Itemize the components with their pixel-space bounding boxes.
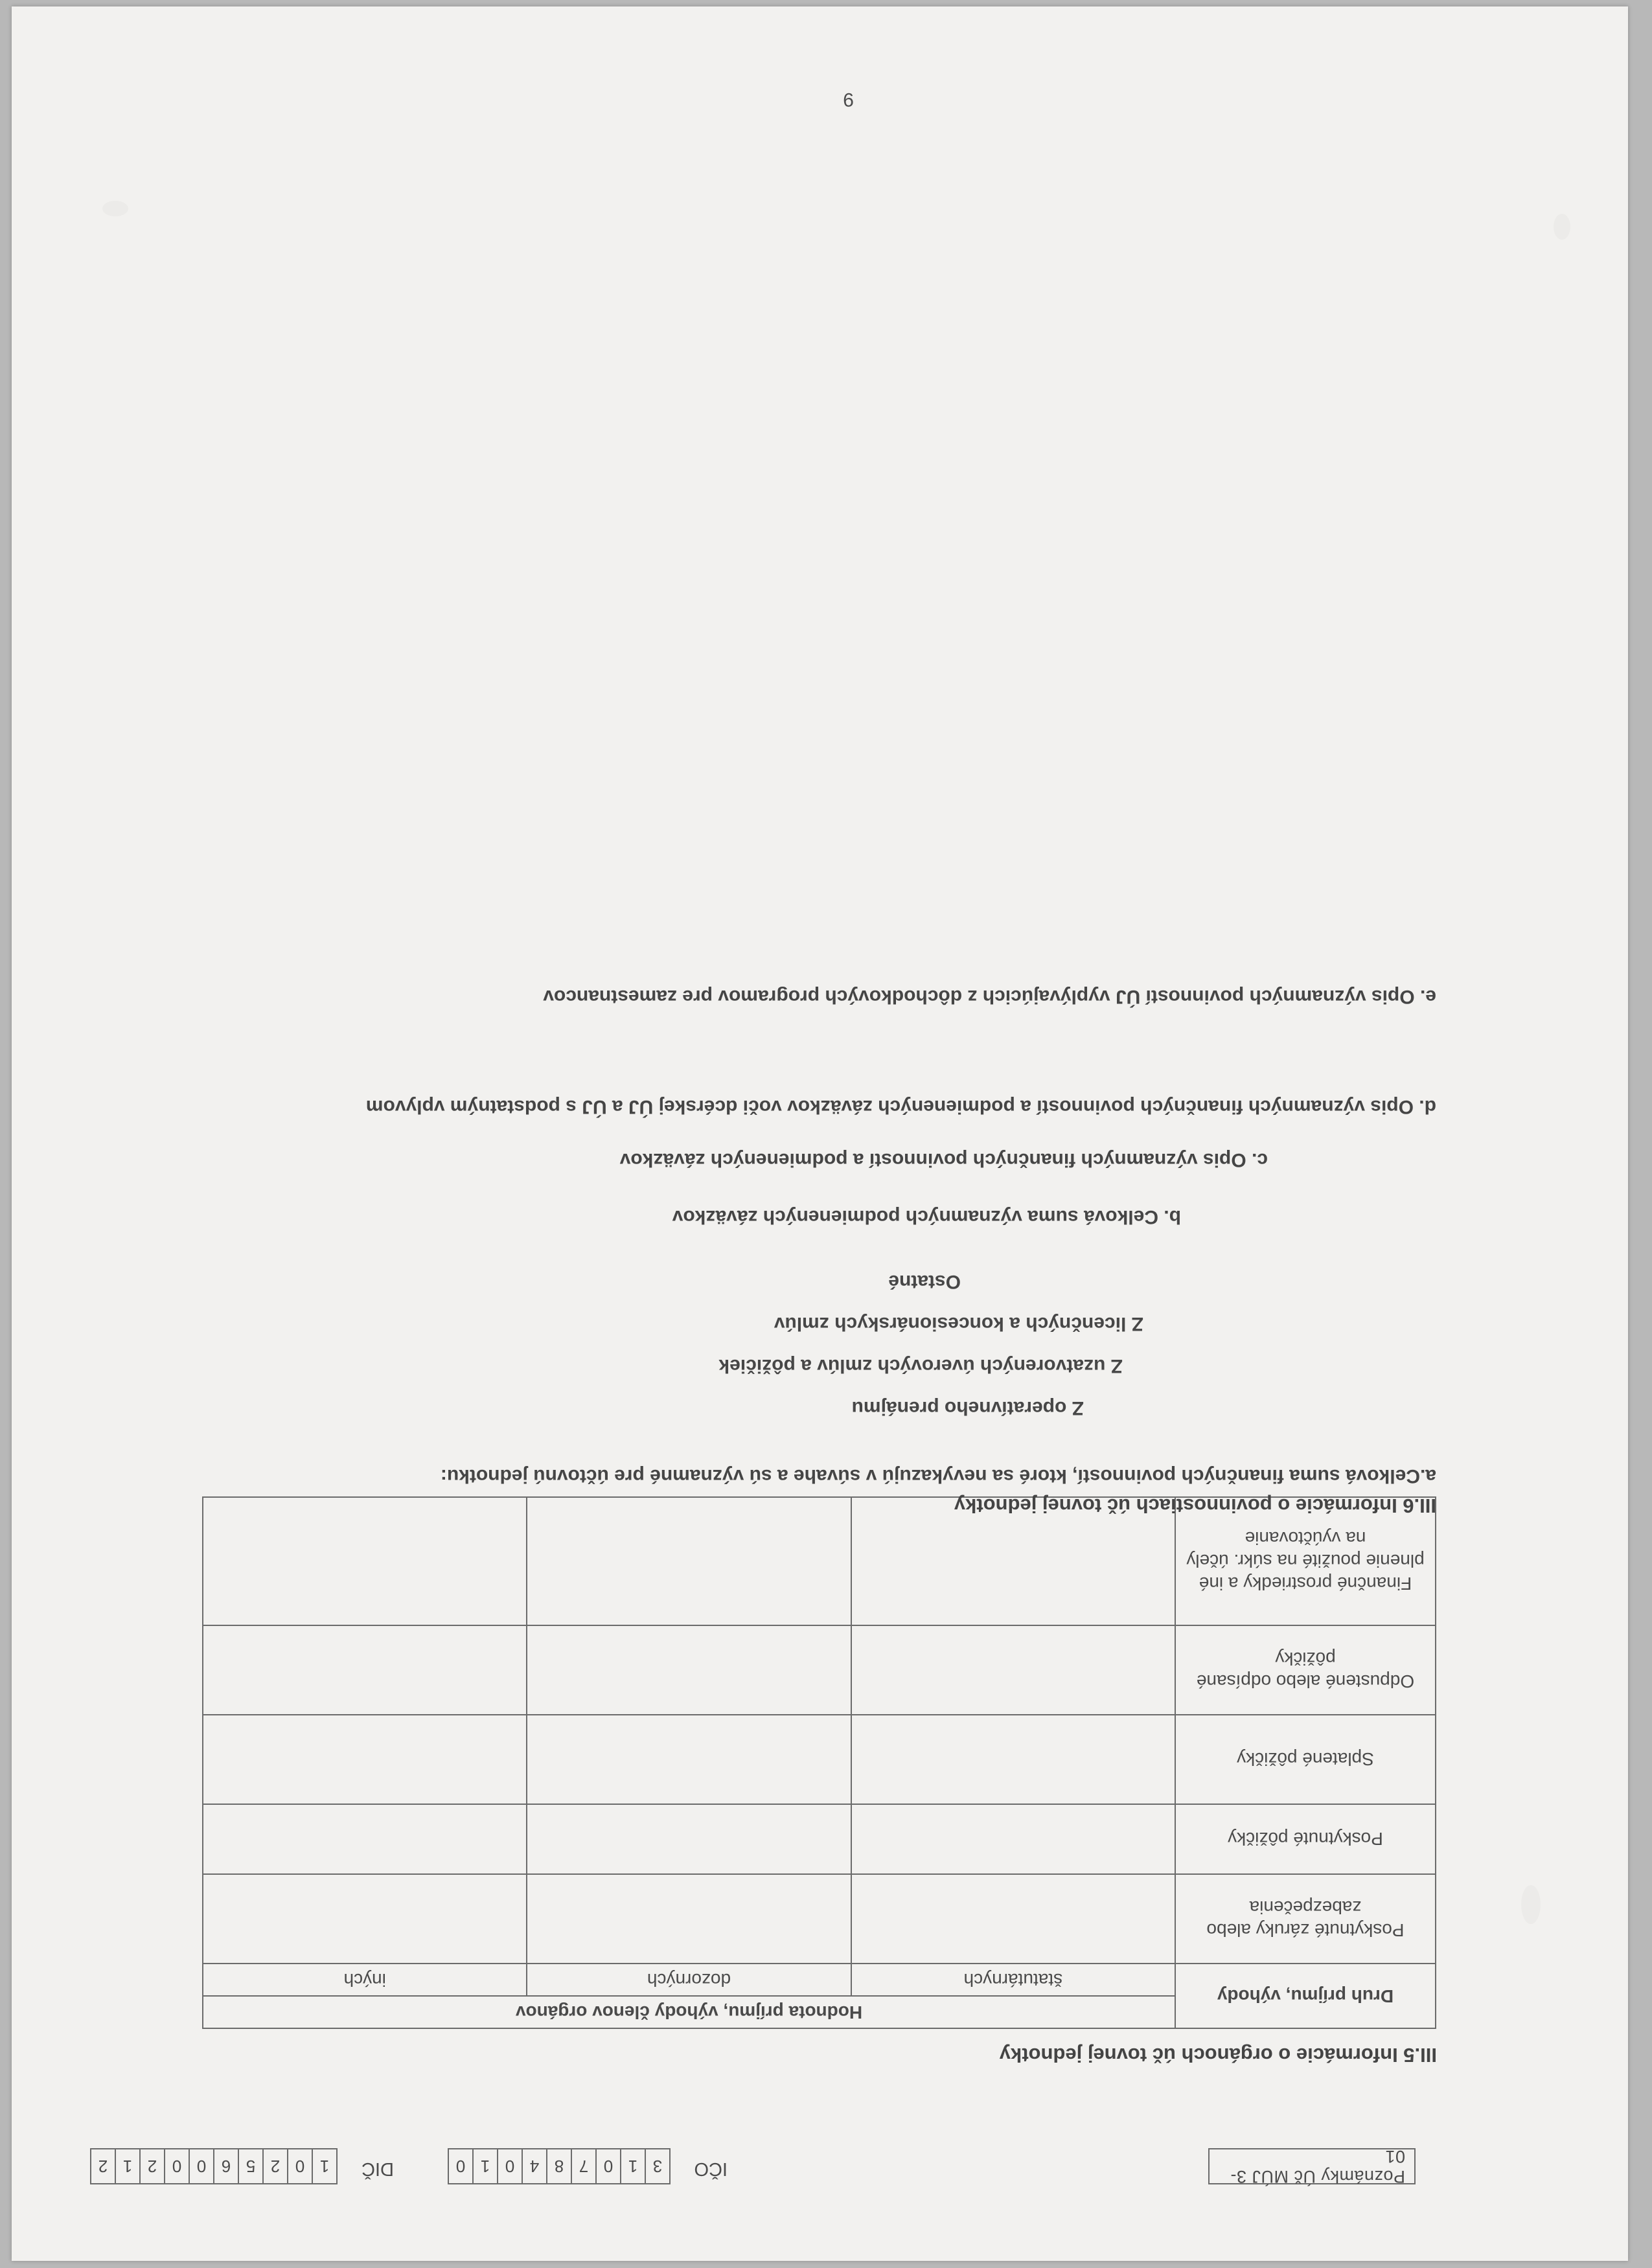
row-label: Poskytnuté pôžičky [1175,1804,1436,1874]
ico-label: IČO [694,2159,728,2179]
cell-statutarnych[interactable] [851,1874,1175,1964]
cell-dozornych[interactable] [527,1804,851,1874]
section-title-iii6: III.6 Informácie o povinnostiach úč tovnej jednotky [954,1495,1436,1517]
cell-statutarnych[interactable] [851,1715,1175,1804]
dic-digit: 2 [98,2157,108,2177]
row-label: Finančné prostriedky a iné plnenie použité na súkr. účely na vyúčtovanie [1175,1497,1436,1625]
bullet-uverove-zmluvy: Z uzatvorených úverových zmlúv a pôžičiek [718,1355,1123,1377]
table-subheader-dozornych: dozorných [527,1964,851,1996]
table-row [203,1804,1436,1874]
item-b-text: b. Celková suma významných podmienených záväzkov [672,1206,1181,1228]
cell-dozornych[interactable] [527,1625,851,1715]
page-number: 9 [843,89,854,110]
cell-inych[interactable] [203,1497,527,1625]
item-a-text: a.Celková suma finančných povinností, ktoré sa nevykazujú v súvahe a sú významné pre účtovnú jednotku: [440,1465,1436,1487]
row-label: Poskytnuté záruky alebo zabezpečenia [1175,1874,1436,1964]
item-c-text: c. Opis významných finančných povinností a podmienených záväzkov [619,1149,1268,1171]
document-body-rotated-180 [12,6,1628,2261]
item-e-text: e. Opis významných povinností ÚJ vyplývajúcich z dôchodkových programov pre zamestnancov [543,986,1436,1007]
table-row [203,1874,1436,1964]
dic-digit: 0 [189,2149,213,2183]
form-header [12,2139,1628,2184]
ico-digit-boxes [448,2148,671,2184]
ico-digit: 0 [455,2157,466,2177]
bullet-ostatne: Ostatné [888,1271,961,1292]
document-content [12,6,1628,2261]
row-label: Odpustené alebo odpísané pôžičky [1175,1625,1436,1715]
section-title-iii5: III.5 Informácie o orgánoch úč tovnej jednotky [999,2044,1437,2067]
dic-digit: 2 [262,2149,287,2183]
ico-digit: 7 [571,2149,595,2183]
item-d-text: d. Opis významných finančných povinností a podmienených záväzkov voči dcérskej ÚJ a ÚJ s podstatným vplyvom [365,1096,1436,1117]
organs-income-table [202,1496,1436,2029]
dic-label: DIČ [361,2159,394,2179]
dic-digit: 0 [287,2149,312,2183]
ico-digit: 8 [546,2149,571,2183]
dic-digit: 1 [115,2149,139,2183]
dic-digit: 1 [312,2149,336,2183]
table-header-row [203,1996,1436,2028]
table-row [203,1715,1436,1804]
ico-digit: 1 [620,2149,645,2183]
bullet-operativny-prenajom: Z operatívneho prenájmu [851,1397,1084,1419]
row-label: Splatené pôžičky [1175,1715,1436,1804]
table-header-hodnota-prijmu: Hodnota príjmu, výhody členov orgánov [203,1996,1175,2028]
cell-inych[interactable] [203,1715,527,1804]
ico-digit: 0 [595,2149,620,2183]
table-header-druh-prijmu: Druh príjmu, výhody [1175,1964,1436,2028]
table-row [203,1625,1436,1715]
ico-digit: 0 [497,2149,522,2183]
bullet-licencne-zmluvy: Z licenčných a koncesionárskych zmlúv [774,1313,1143,1334]
cell-inych[interactable] [203,1874,527,1964]
table-subheader-inych: iných [203,1964,527,1996]
cell-dozornych[interactable] [527,1497,851,1625]
dic-digit: 6 [213,2149,238,2183]
scanned-page [12,6,1628,2261]
ico-digit: 1 [472,2149,497,2183]
cell-statutarnych[interactable] [851,1804,1175,1874]
cell-inych[interactable] [203,1804,527,1874]
cell-inych[interactable] [203,1625,527,1715]
ico-digit: 4 [522,2149,546,2183]
form-title-box: Poznámky Úč MÚJ 3-01 [1208,2148,1416,2184]
dic-digit: 5 [238,2149,262,2183]
dic-digit: 2 [139,2149,164,2183]
ico-digit: 3 [645,2149,669,2183]
dic-digit-boxes [90,2148,338,2184]
cell-statutarnych[interactable] [851,1625,1175,1715]
dic-digit: 0 [164,2149,189,2183]
cell-dozornych[interactable] [527,1874,851,1964]
table-subheader-statutarnych: štatutárnych [851,1964,1175,1996]
cell-dozornych[interactable] [527,1715,851,1804]
